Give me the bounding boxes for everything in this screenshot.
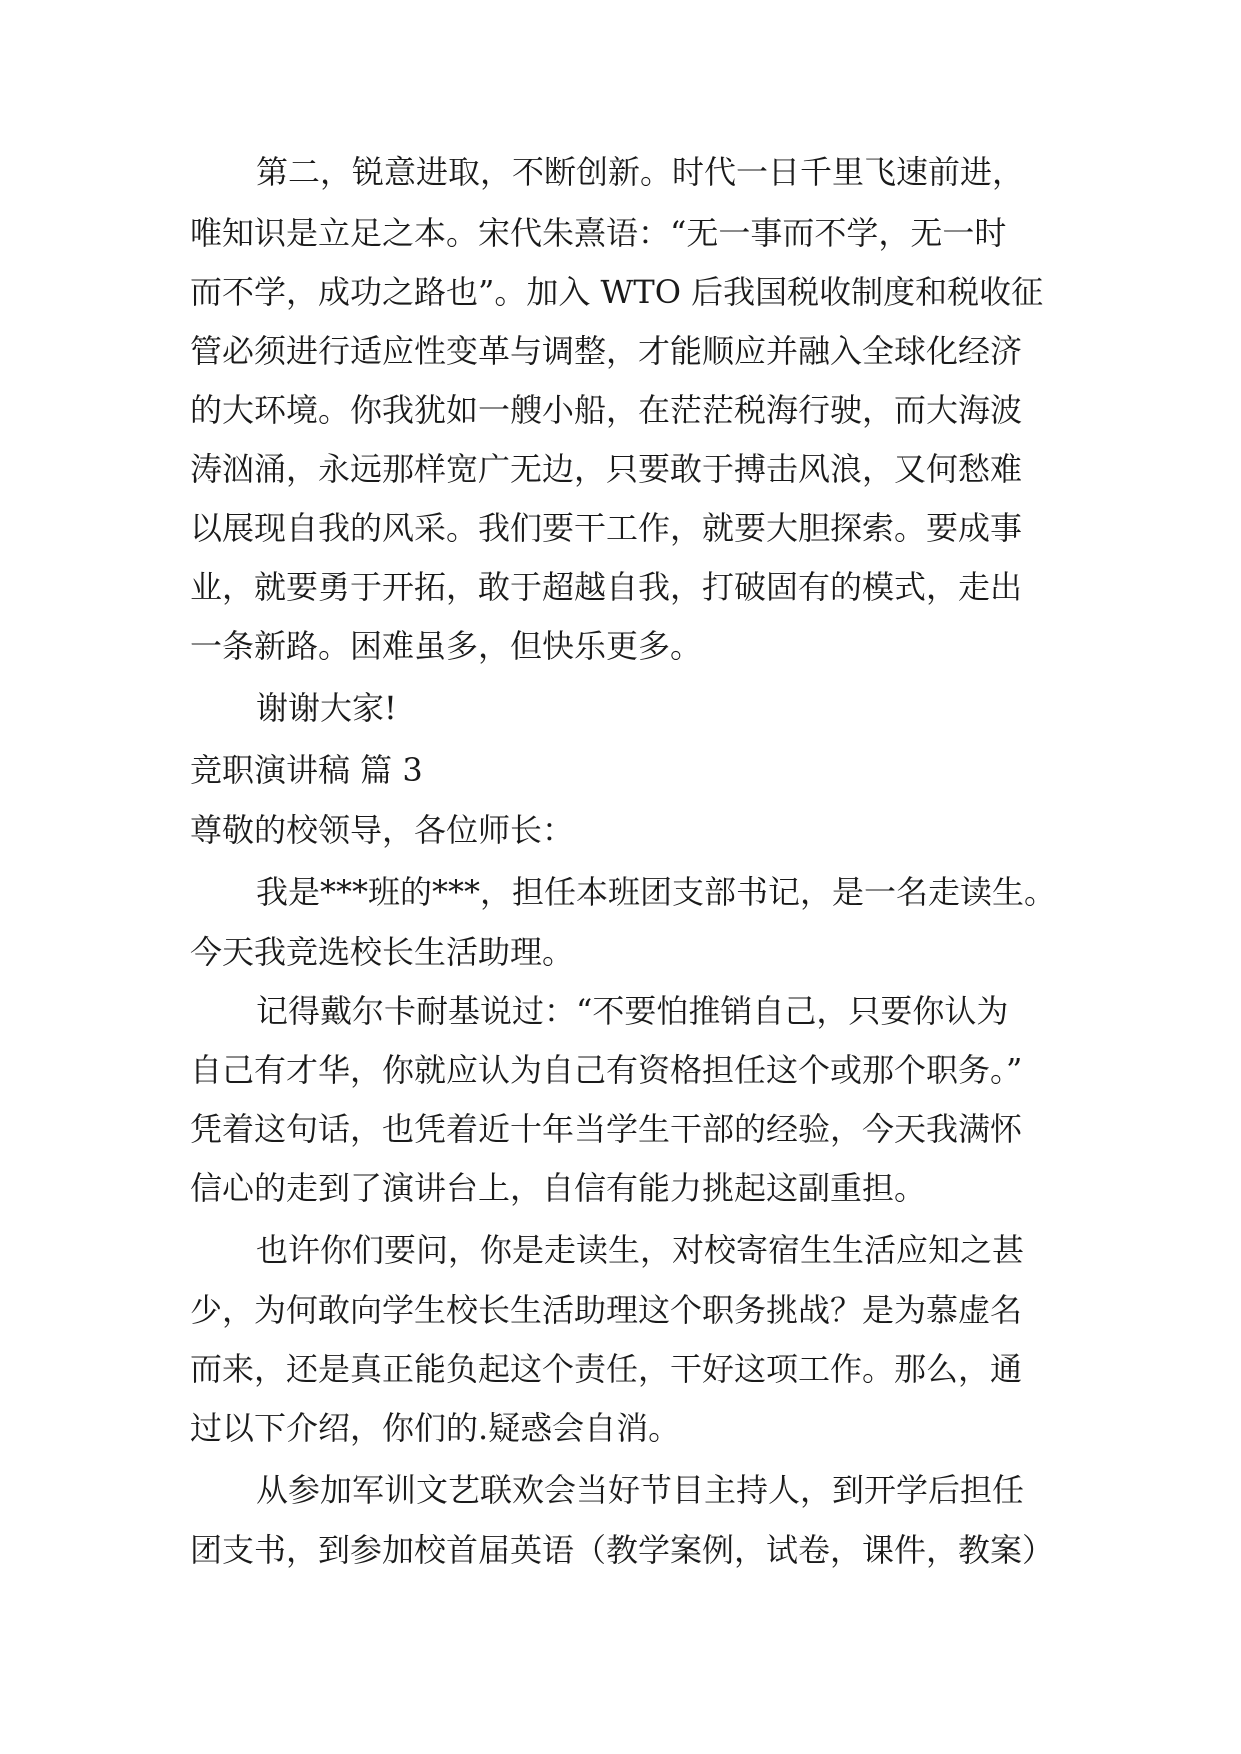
paragraph-line: 自己有才华，你就应认为自己有资格担任这个或那个职务。” xyxy=(190,1051,1023,1089)
section-heading: 竞职演讲稿 篇 3 xyxy=(190,751,423,789)
paragraph-line: 少，为何敢向学生校长生活助理这个职务挑战？是为慕虚名 xyxy=(190,1291,1023,1329)
paragraph-line: 也许你们要问，你是走读生，对校寄宿生生活应知之甚 xyxy=(256,1231,1025,1269)
paragraph-line: 一条新路。困难虽多，但快乐更多。 xyxy=(190,627,703,665)
paragraph-line: 团支书，到参加校首届英语（教学案例，试卷，课件，教案） xyxy=(190,1531,1055,1569)
closing-line: 谢谢大家! xyxy=(256,689,397,727)
paragraph-line: 而来，还是真正能负起这个责任，干好这项工作。那么，通 xyxy=(190,1350,1023,1388)
paragraph-line: 业，就要勇于开拓，敢于超越自我，打破固有的模式，走出 xyxy=(190,568,1023,606)
salutation: 尊敬的校领导，各位师长： xyxy=(190,811,575,849)
paragraph-line: 而不学，成功之路也”。加入 WTO 后我国税收制度和税收征 xyxy=(190,273,1044,311)
paragraph-line: 唯知识是立足之本。宋代朱熹语：“无一事而不学，无一时 xyxy=(190,214,1007,252)
paragraph-line: 凭着这句话，也凭着近十年当学生干部的经验，今天我满怀 xyxy=(190,1110,1023,1148)
paragraph-line: 我是***班的***，担任本班团支部书记，是一名走读生。 xyxy=(256,873,1057,911)
paragraph-line: 以展现自我的风采。我们要干工作，就要大胆探索。要成事 xyxy=(190,509,1023,547)
paragraph-line: 过以下介绍，你们的.疑惑会自消。 xyxy=(190,1409,681,1447)
paragraph-line: 信心的走到了演讲台上，自信有能力挑起这副重担。 xyxy=(190,1169,927,1207)
paragraph-line: 记得戴尔卡耐基说过：“不要怕推销自己，只要你认为 xyxy=(256,992,1009,1030)
paragraph-line: 从参加军训文艺联欢会当好节目主持人，到开学后担任 xyxy=(256,1471,1025,1509)
paragraph-line: 的大环境。你我犹如一艘小船，在茫茫税海行驶，而大海波 xyxy=(190,391,1023,429)
paragraph-line: 今天我竞选校长生活助理。 xyxy=(190,933,575,971)
paragraph-line: 第二，锐意进取，不断创新。时代一日千里飞速前进， xyxy=(256,153,1025,191)
paragraph-line: 管必须进行适应性变革与调整，才能顺应并融入全球化经济 xyxy=(190,332,1023,370)
paragraph-line: 涛汹涌，永远那样宽广无边，只要敢于搏击风浪，又何愁难 xyxy=(190,450,1023,488)
